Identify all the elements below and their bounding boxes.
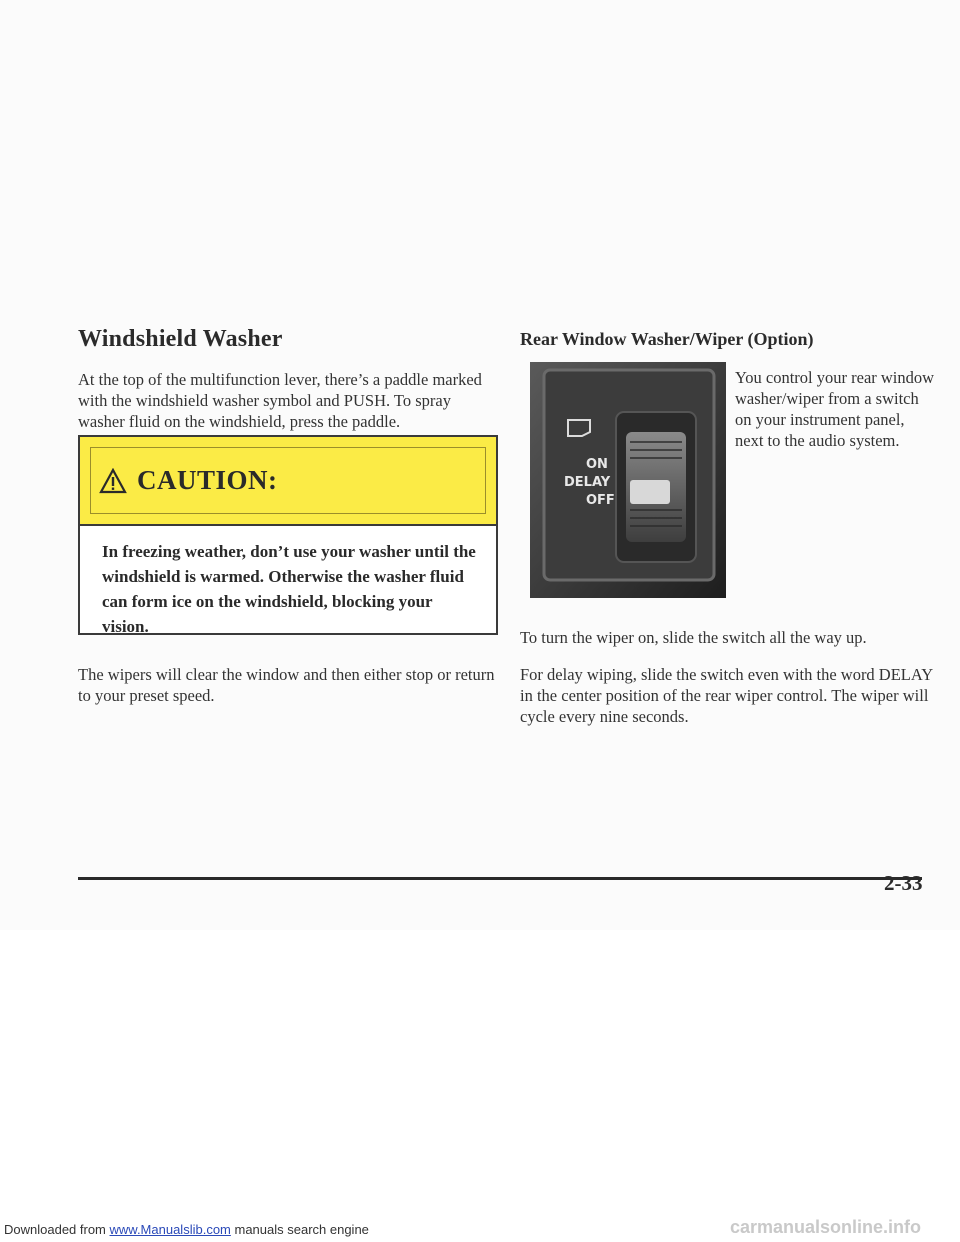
windshield-washer-heading: Windshield Washer (78, 326, 283, 352)
manualslib-link[interactable]: www.Manualslib.com (109, 1222, 231, 1237)
caution-box (78, 435, 498, 635)
rear-wiper-switch-photo (530, 362, 726, 598)
footer-suffix: manuals search engine (230, 1222, 369, 1237)
rear-window-heading: Rear Window Washer/Wiper (Option) (520, 329, 814, 349)
download-footer (4, 1222, 369, 1237)
switch-on-label: ON (586, 457, 608, 472)
warning-triangle-icon (99, 468, 127, 494)
rear-wiper-description: You control your rear window washer/wiper from a switch on your instrument panel, next to the audio system. (735, 368, 935, 450)
bottom-rule (78, 877, 922, 880)
switch-delay-label: DELAY (564, 475, 611, 490)
wipers-clear-text: The wipers will clear the window and then either stop or return to your preset speed. (78, 665, 495, 705)
delay-wiping-text: For delay wiping, slide the switch even with the word DELAY in the center position of the rear wiper control. The wiper will cycle every nine seconds. (520, 665, 933, 726)
footer-prefix: Downloaded from (4, 1222, 110, 1237)
caution-text: In freezing weather, don’t use your washer until the windshield is warmed. Otherwise the washer fluid can form ice on the windshield, blocking your vision. (102, 542, 476, 636)
svg-text:carmanualsonline.info: carmanualsonline.info (730, 1217, 922, 1237)
switch-off-label: OFF (586, 493, 615, 508)
caution-header (80, 437, 496, 526)
caution-title: CAUTION: (137, 465, 278, 495)
wiper-on-text: To turn the wiper on, slide the switch all the way up. (520, 628, 867, 647)
windshield-washer-intro: At the top of the multifunction lever, there’s a paddle marked with the windshield washer symbol and PUSH. To spray washer fluid on the windshield, press the paddle. (78, 370, 482, 431)
page-number: 2-33 (884, 871, 923, 895)
watermark-logo (730, 1214, 956, 1240)
